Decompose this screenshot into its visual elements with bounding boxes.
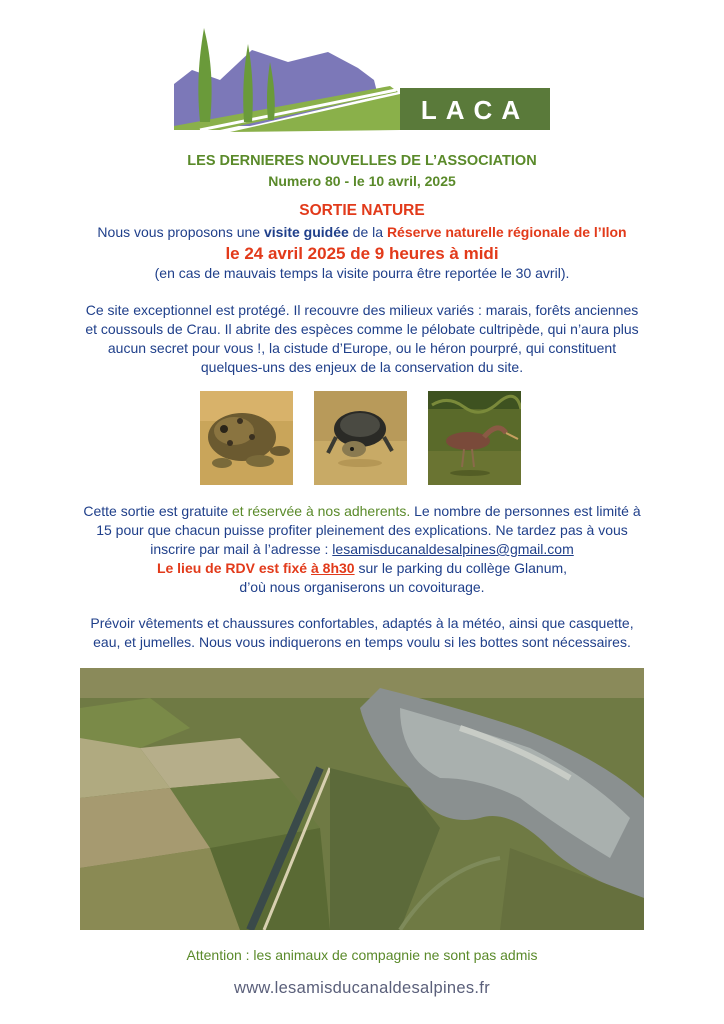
description-line-1: Ce site exceptionnel est protégé. Il recouvre des milieux variés : marais, forêts anciennes — [85, 302, 639, 318]
website-link[interactable]: www.lesamisducanaldesalpines.fr — [233, 979, 490, 997]
weather-note: (en cas de mauvais temps la visite pourra être reportée le 30 avril). — [154, 265, 570, 281]
intro-bold: visite guidée — [263, 224, 349, 240]
meeting-time: à 8h30 — [311, 560, 355, 576]
event-intro — [20, 223, 704, 243]
meeting-place: sur le parking du collège Glanum, — [354, 560, 568, 576]
logo-text: LACA — [420, 95, 530, 125]
reg-limit: Le nombre de personnes est limité à — [410, 503, 641, 519]
intro-place: Réserve naturelle régionale de l’Ilon — [386, 224, 627, 240]
description-line-3: aucun secret pour vous !, la cistude d’Europe, ou le héron pourpré, qui constituent — [107, 340, 617, 356]
intro-prefix: Nous vous proposons une — [97, 224, 264, 240]
aerial-photo — [80, 668, 644, 930]
email-link[interactable]: lesamisducanaldesalpines@gmail.com — [332, 541, 574, 557]
laca-logo — [160, 22, 560, 142]
event-date: le 24 avril 2025 de 9 heures à midi — [225, 244, 499, 263]
advice-line-1: Prévoir vêtements et chaussures confortables, adaptés à la météo, ainsi que casquette, — [90, 615, 634, 631]
toad-photo — [200, 391, 293, 485]
turtle-photo — [314, 391, 407, 485]
newsletter-issue: Numero 80 - le 10 avril, 2025 — [268, 173, 456, 189]
meeting-label: Le lieu de RDV est fixé — [156, 560, 311, 576]
registration-line-2: 15 pour que chacun puisse profiter pleinement des explications. Ne tardez pas à vous — [96, 522, 628, 538]
heron-photo — [428, 391, 521, 485]
pets-warning: Attention : les animaux de compagnie ne sont pas admis — [186, 947, 538, 963]
reg-members: et réservée à nos adherents. — [232, 503, 411, 519]
reg-free: Cette sortie est gratuite — [83, 503, 233, 519]
carpool-note: d’où nous organiserons un covoiturage. — [239, 579, 485, 595]
reg-email-intro: inscrire par mail à l’adresse : — [150, 541, 333, 557]
description-line-2: et coussouls de Crau. Il abrite des espèces comme le pélobate cultripède, qui n’aura plus — [85, 321, 639, 337]
description-line-4: quelques-uns des enjeux de la conservation du site. — [200, 359, 524, 375]
registration-line-1 — [20, 502, 704, 522]
newsletter-title: LES DERNIERES NOUVELLES DE L’ASSOCIATION — [187, 153, 537, 169]
registration-line-3 — [20, 540, 704, 560]
advice-line-2: eau, et jumelles. Nous vous indiquerons en temps voulu si les bottes sont nécessaires. — [93, 634, 631, 650]
laca-logo-graphic — [160, 22, 560, 142]
intro-mid: de la — [348, 224, 387, 240]
event-title: SORTIE NATURE — [299, 202, 425, 219]
meeting-point — [20, 559, 704, 579]
species-photos — [0, 391, 724, 485]
